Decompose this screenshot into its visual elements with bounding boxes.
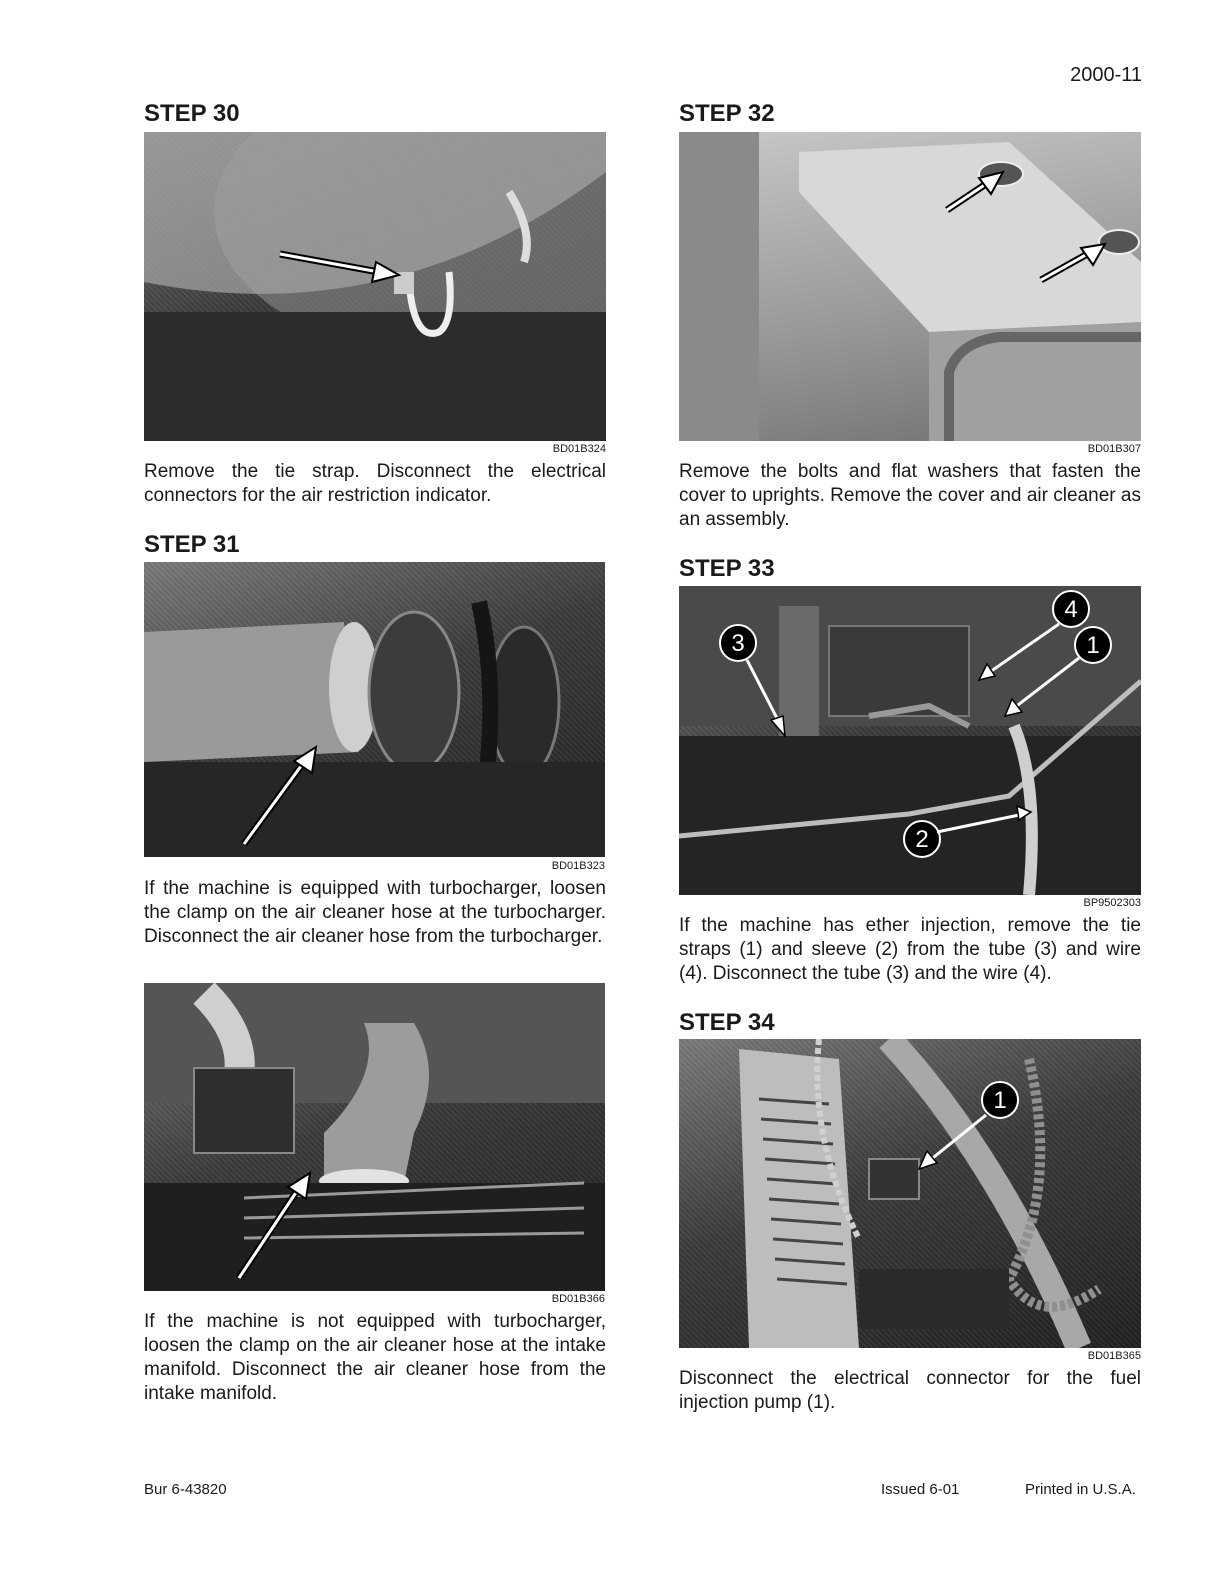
step-34-callout-1: 1 — [993, 1087, 1007, 1114]
footer-issued: Issued 6-01 — [881, 1481, 960, 1498]
step-33-callout-4: 4 — [1064, 596, 1078, 623]
step-31-photo-2 — [144, 983, 605, 1291]
step-33-callout-1: 1 — [1086, 632, 1100, 659]
step-32-caption: Remove the bolts and flat washers that fasten the cover to uprights. Remove the cover and air cleaner as an assembly. — [679, 461, 1141, 530]
step-34-image-code: BD01B365 — [1087, 1350, 1141, 1362]
step-33-callout-2: 2 — [915, 826, 929, 853]
footer-printed: Printed in U.S.A. — [1025, 1481, 1136, 1498]
step-32-title: STEP 32 — [679, 100, 775, 127]
step-31-title: STEP 31 — [144, 531, 240, 558]
step-33-title: STEP 33 — [679, 555, 775, 582]
step-34-caption: Disconnect the electrical connector for the fuel injection pump (1). — [679, 1368, 1141, 1413]
step-32-image-code: BD01B307 — [1087, 443, 1141, 455]
step-34-photo — [679, 1039, 1141, 1348]
step-32-illustration — [679, 132, 1141, 441]
step-33-callout-3: 3 — [731, 630, 745, 657]
step-30-image-code: BD01B324 — [552, 443, 606, 455]
step-33-photo — [679, 586, 1141, 895]
step-31-photo — [144, 562, 605, 857]
step-33-image-code: BP9502303 — [1083, 897, 1141, 909]
step-30-title: STEP 30 — [144, 100, 240, 127]
step-31-caption-2: If the machine is not equipped with turbocharger, loosen the clamp on the air cleaner hose at the intake manifold. Disconnect the air cleaner hose from the intake manifold. — [144, 1311, 606, 1404]
step-34-illustration — [679, 1039, 1141, 1348]
step-33-caption: If the machine has ether injection, remove the tie straps (1) and sleeve (2) from the tube (3) and wire (4). Disconnect the tube (3) and the wire (4). — [679, 915, 1141, 984]
footer-doc-number: Bur 6-43820 — [144, 1481, 227, 1498]
page-number: 2000-11 — [1070, 64, 1142, 86]
step-31-image-code-2: BD01B366 — [551, 1293, 605, 1305]
step-34-title: STEP 34 — [679, 1009, 775, 1036]
step-30-photo — [144, 132, 606, 441]
step-31-caption: If the machine is equipped with turbocharger, loosen the clamp on the air cleaner hose at the turbocharger. Disconnect the air cleaner hose from the turbocharger. — [144, 878, 606, 947]
step-33-illustration — [679, 586, 1141, 895]
step-31-illustration-2 — [144, 983, 605, 1291]
step-30-illustration — [144, 132, 606, 441]
step-31-image-code: BD01B323 — [551, 860, 605, 872]
step-30-caption: Remove the tie strap. Disconnect the electrical connectors for the air restriction indicator. — [144, 461, 606, 506]
step-32-photo — [679, 132, 1141, 441]
step-31-illustration — [144, 562, 605, 857]
